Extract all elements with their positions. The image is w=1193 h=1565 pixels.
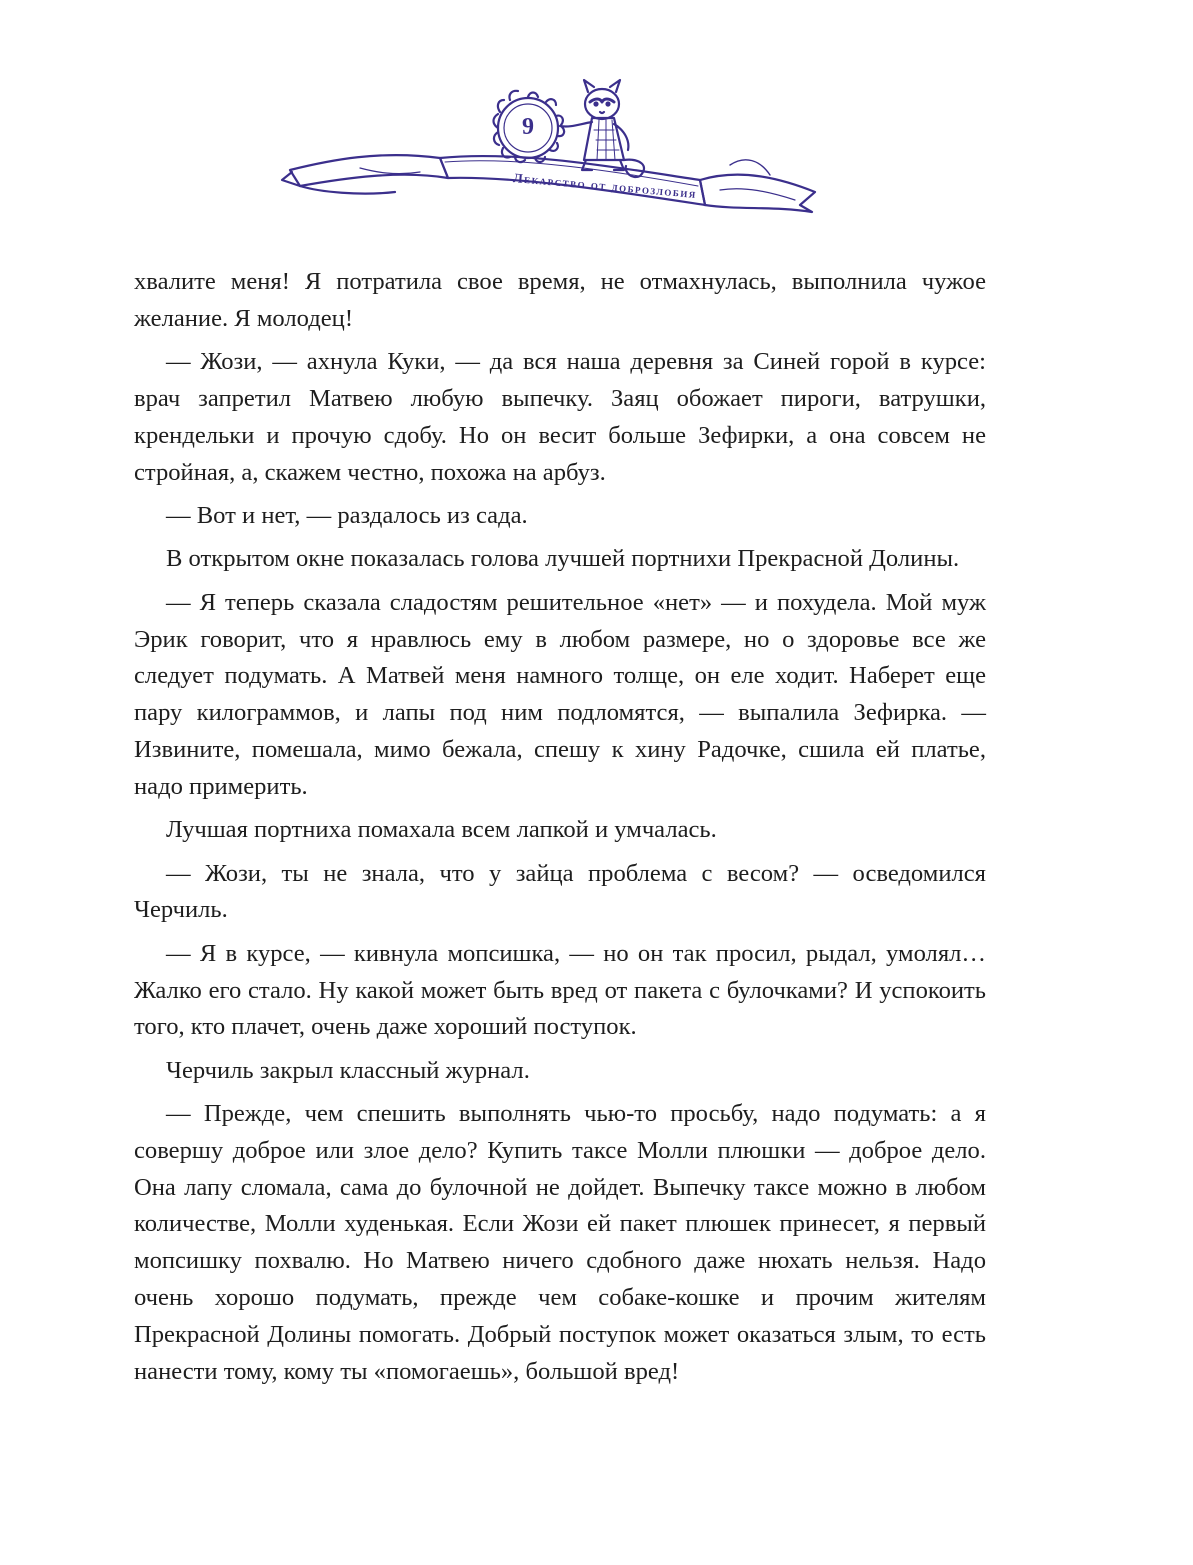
page-body-text <box>134 264 986 1397</box>
paragraph: — Прежде, чем спешить выполнять чью-то просьбу, надо подумать: а я совершу доброе или злое дело? Купить таксе Молли плюшки — доброе дело. Она лапу сломала, сама до булочной не дойдет. Выпечку таксе можно в любом количестве, Молли худенькая. Если Жози ей пакет плюшек принесет, я первый мопсишку похвалю. Но Матвею ничего сдобного даже нюхать нельзя. Надо очень хорошо подумать, прежде чем собаке-кошке и прочим жителям Прекрасной Долины помогать. Добрый поступок может оказаться злым, то есть нанести тому, кому ты «помогаешь», большой вред! <box>134 1100 986 1385</box>
chapter-banner-illustration <box>0 0 1193 240</box>
chapter-title: Лекарство от доброзлобия <box>512 169 698 202</box>
paragraph: — Жози, — ахнула Куки, — да вся наша деревня за Синей горой в курсе: врач запретил Матвею любую выпечку. Заяц обожает пироги, ватрушки, крендельки и прочую сдобу. Но он весит больше Зефирки, а она совсем не стройная, а, скажем честно, похожа на арбуз. <box>134 348 986 486</box>
paragraph: В открытом окне показалась голова лучшей портнихи Прекрасной Долины. <box>166 545 960 573</box>
paragraph: — Я в курсе, — кивнула мопсишка, — но он так просил, рыдал, умолял… Жалко его стало. Ну какой может быть вред от пакета с булочками? И успокоить того, кто плачет, очень даже хороший поступок. <box>134 939 986 1041</box>
chapter-header <box>0 0 1193 240</box>
paragraph: Черчиль закрыл классный журнал. <box>166 1056 530 1084</box>
paragraph: — Жози, ты не знала, что у зайца проблема с весом? — осведомился Черчиль. <box>134 859 986 924</box>
paragraph: — Я теперь сказала сладостям решительное «нет» — и похудела. Мой муж Эрик говорит, что я нравлюсь ему в любом размере, но о здоровье все же следует подумать. А Матвей меня намного толще, он еле ходит. Наберет еще пару килограммов, и лапы под ним подломятся, — выпалила Зефирка. — Извините, помешала, мимо бежала, спешу к хину Радочке, сшила ей платье, надо примерить. <box>134 588 986 800</box>
chapter-number: 9 <box>522 114 534 140</box>
paragraph: Лучшая портниха помахала всем лапкой и умчалась. <box>166 816 717 844</box>
paragraph: хвалите меня! Я потратила свое время, не отмахнулась, выполнила чужое желание. Я молодец! <box>134 268 986 332</box>
paragraph: — Вот и нет, — раздалось из сада. <box>166 501 528 529</box>
